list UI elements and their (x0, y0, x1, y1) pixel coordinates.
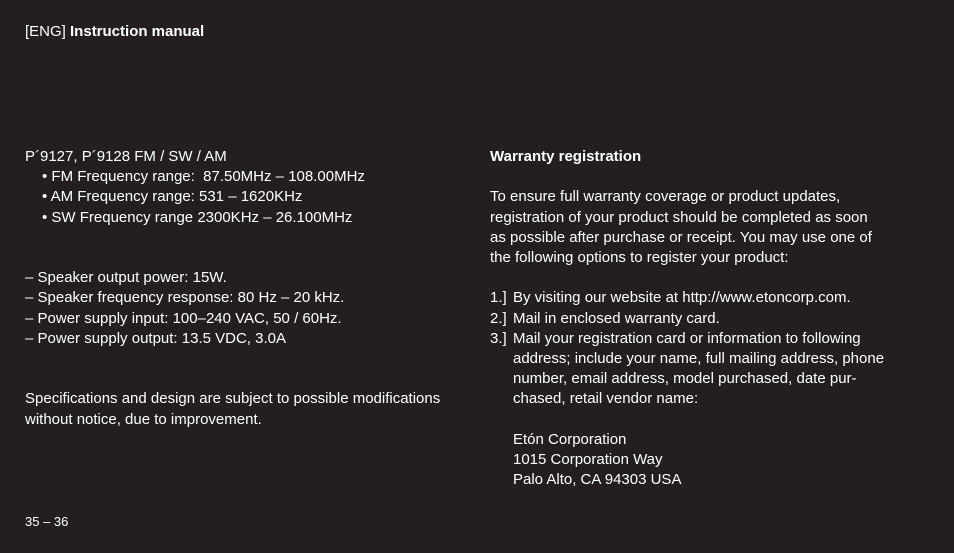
spec-line: – Power supply output: 13.5 VDC, 3.0A (25, 329, 286, 347)
frequency-bullet: • AM Frequency range: 531 – 1620KHz (42, 188, 303, 206)
option-text: number, email address, model purchased, date pur- (513, 370, 857, 388)
warranty-intro-line: as possible after purchase or receipt. You may use one of (490, 228, 872, 246)
warranty-heading: Warranty registration (490, 148, 642, 165)
spec-line: – Power supply input: 100–240 VAC, 50 / 60Hz. (25, 309, 342, 327)
manual-title: Instruction manual (70, 23, 205, 40)
option-text: address; include your name, full mailing address, phone (513, 350, 885, 367)
warranty-intro-line: the following options to register your product: (490, 249, 789, 266)
option-text: Mail in enclosed warranty card. (513, 309, 720, 327)
option-item (490, 309, 930, 329)
page-numbers: 35 – 36 (25, 514, 69, 529)
option-number: 2.] (490, 309, 507, 327)
option-item (490, 288, 930, 308)
option-item (490, 329, 930, 410)
option-number: 1.] (490, 289, 507, 307)
spec-line: – Speaker output power: 15W. (25, 269, 227, 287)
warranty-column (490, 147, 930, 490)
notice-text: without notice, due to improvement. (25, 410, 262, 428)
warranty-intro-line: To ensure full warranty coverage or product updates, (490, 188, 841, 206)
frequency-bullet: • SW Frequency range 2300KHz – 26.100MHz (42, 208, 353, 226)
page-header (25, 22, 204, 42)
address-line: 1015 Corporation Way (513, 451, 663, 468)
frequency-bullet: • FM Frequency range: 87.50MHz – 108.00MHz (42, 168, 365, 186)
spec-line: – Speaker frequency response: 80 Hz – 20 kHz. (25, 289, 345, 307)
address-line: Palo Alto, CA 94303 USA (513, 471, 682, 489)
option-text: chased, retail vendor name: (513, 390, 699, 408)
option-text: By visiting our website at http://www.etoncorp.com. (513, 289, 851, 307)
language-tag: [ENG] (25, 23, 66, 40)
option-number: 3.] (490, 329, 507, 347)
notice-text: Specifications and design are subject to possible modifications (25, 390, 441, 408)
specifications-column (25, 147, 475, 430)
address-line: Etón Corporation (513, 430, 627, 448)
warranty-intro-line: registration of your product should be completed as soon (490, 208, 868, 226)
mailing-address (490, 430, 930, 491)
model-line: P´9127, P´9128 FM / SW / AM (25, 148, 227, 165)
option-text: Mail your registration card or information to following (513, 329, 861, 347)
